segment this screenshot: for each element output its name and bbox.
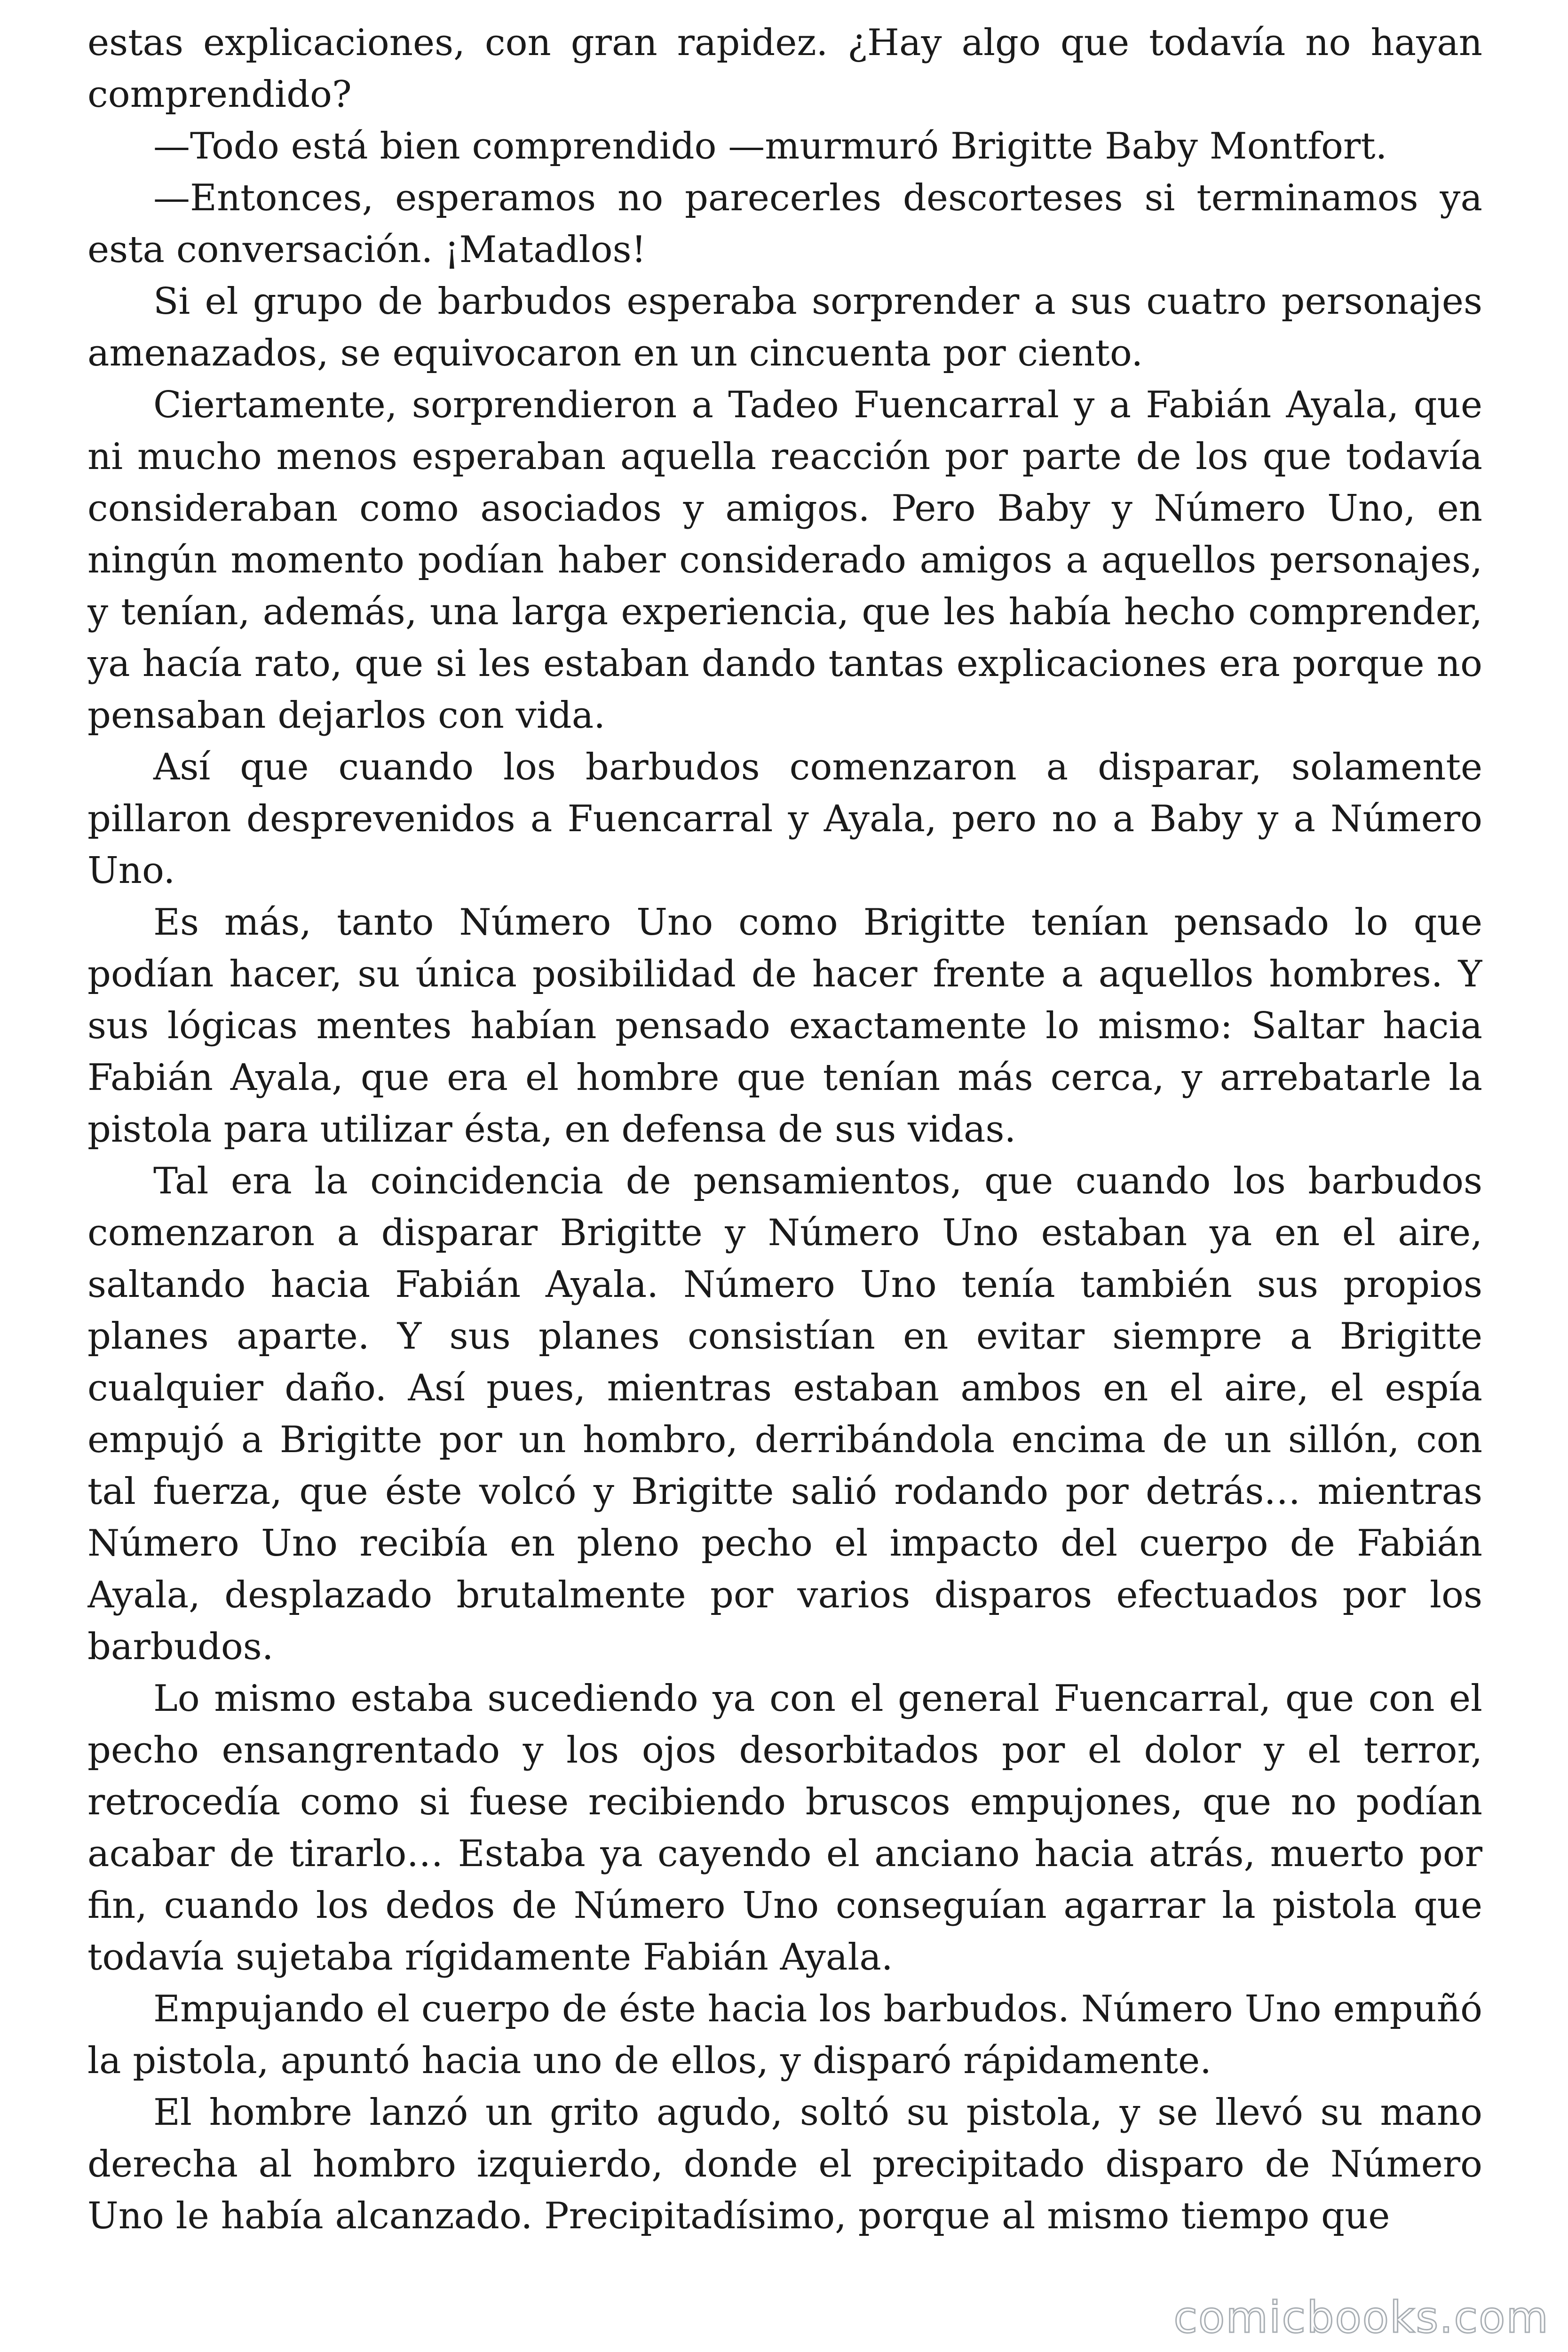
paragraph-3: —Entonces, esperamos no parecerles descorteses si terminamos ya esta conversación. ¡Matadlos! bbox=[87, 177, 1482, 271]
paragraph-5: Ciertamente, sorprendieron a Tadeo Fuencarral y a Fabián Ayala, que ni mucho menos esperaban aquella reacción por parte de los que todavía consideraban como asociados y amigos. Pero Baby y Número Uno, en ningún momento podían haber considerado amigos a aquellos personajes, y tenían, además, una larga experiencia, que les había hecho comprender, ya hacía rato, que si les estaban dando tantas explicaciones era porque no pensaban dejarlos con vida. bbox=[87, 384, 1482, 737]
paragraph-2: —Todo está bien comprendido —murmuró Brigitte Baby Montfort. bbox=[153, 125, 1387, 167]
book-page bbox=[87, 17, 1482, 2312]
watermark: comicbooks.com bbox=[1173, 2292, 1549, 2343]
paragraph-10: Empujando el cuerpo de éste hacia los barbudos. Número Uno empuñó la pistola, apuntó hacia uno de ellos, y disparó rápidamente. bbox=[87, 1988, 1482, 2082]
paragraph-7: Es más, tanto Número Uno como Brigitte tenían pensado lo que podían hacer, su única posibilidad de hacer frente a aquellos hombres. Y sus lógicas mentes habían pensado exactamente lo mismo: Saltar hacia Fabián Ayala, que era el hombre que tenían más cerca, y arrebatarle la pistola para utilizar ésta, en defensa de sus vidas. bbox=[87, 901, 1482, 1151]
paragraph-1: estas explicaciones, con gran rapidez. ¿Hay algo que todavía no hayan comprendido? bbox=[87, 22, 1482, 116]
paragraph-4: Si el grupo de barbudos esperaba sorprender a sus cuatro personajes amenazados, se equivocaron en un cincuenta por ciento. bbox=[87, 280, 1482, 374]
paragraph-8: Tal era la coincidencia de pensamientos, que cuando los barbudos comenzaron a disparar Brigitte y Número Uno estaban ya en el aire, saltando hacia Fabián Ayala. Número Uno tenía también sus propios planes aparte. Y sus planes consistían en evitar siempre a Brigitte cualquier daño. Así pues, mientras estaban ambos en el aire, el espía empujó a Brigitte por un hombro, derribándola encima de un sillón, con tal fuerza, que éste volcó y Brigitte salió rodando por detrás… mientras Número Uno recibía en pleno pecho el impacto del cuerpo de Fabián Ayala, desplazado brutalmente por varios disparos efectuados por los barbudos. bbox=[87, 1160, 1482, 1668]
paragraph-11: El hombre lanzó un grito agudo, soltó su pistola, y se llevó su mano derecha al hombro izquierdo, donde el precipitado disparo de Número Uno le había alcanzado. Precipitadísimo, porque al mismo tiempo que bbox=[87, 2091, 1482, 2237]
paragraph-9: Lo mismo estaba sucediendo ya con el general Fuencarral, que con el pecho ensangrentado y los ojos desorbitados por el dolor y el terror, retrocedía como si fuese recibiendo bruscos empujones, que no podían acabar de tirarlo… Estaba ya cayendo el anciano hacia atrás, muerto por fin, cuando los dedos de Número Uno conseguían agarrar la pistola que todavía sujetaba rígidamente Fabián Ayala. bbox=[87, 1677, 1482, 1979]
paragraph-6: Así que cuando los barbudos comenzaron a disparar, solamente pillaron desprevenidos a Fuencarral y Ayala, pero no a Baby y a Número Uno. bbox=[87, 746, 1482, 892]
